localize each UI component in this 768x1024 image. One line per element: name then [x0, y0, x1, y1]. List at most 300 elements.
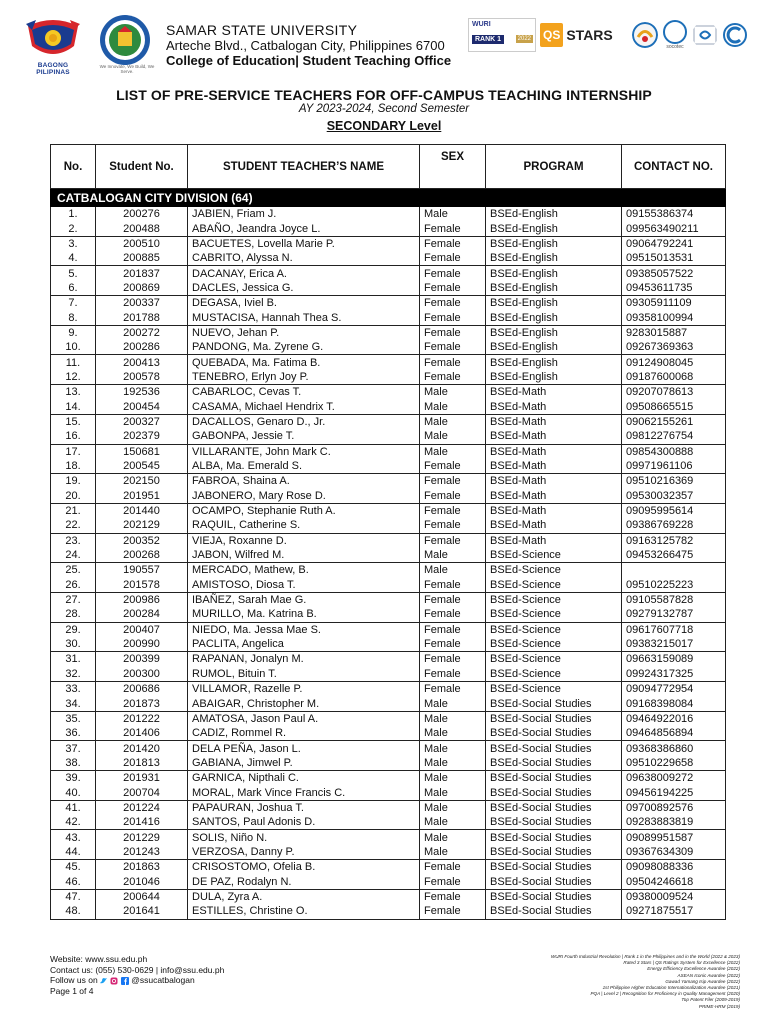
cell-no: 1.	[51, 207, 96, 222]
socotec-text: socotec	[666, 44, 684, 50]
cell-program: BSEd-Math	[486, 489, 622, 504]
page-number: Page 1 of 4	[50, 985, 94, 996]
cell-no: 11.	[51, 355, 96, 370]
table-row	[51, 399, 726, 414]
cell-sex: Female	[420, 266, 486, 281]
table-row	[51, 771, 726, 786]
cell-contact: 09453611735	[622, 281, 726, 296]
cell-student-no: 201440	[96, 503, 188, 518]
table-row	[51, 667, 726, 682]
cell-student-no: 200704	[96, 785, 188, 800]
table-row	[51, 726, 726, 741]
header-contact: CONTACT NO.	[622, 145, 726, 189]
division-label: CATBALOGAN CITY DIVISION (64)	[51, 189, 726, 207]
cell-contact: 09105587828	[622, 592, 726, 607]
cell-program: BSEd-Social Studies	[486, 711, 622, 726]
cell-student-no: 200413	[96, 355, 188, 370]
table-row	[51, 518, 726, 533]
cell-contact: 09279132787	[622, 607, 726, 622]
cell-name: AMISTOSO, Diosa T.	[188, 578, 420, 593]
instagram-icon[interactable]	[110, 977, 118, 985]
header-sex: SEX	[420, 145, 486, 189]
cell-contact: 09358100994	[622, 310, 726, 325]
certification-icon	[663, 20, 687, 44]
cell-sex: Female	[420, 281, 486, 296]
cell-contact: 09385057522	[622, 266, 726, 281]
cell-name: IBAÑEZ, Sarah Mae G.	[188, 592, 420, 607]
cell-no: 30.	[51, 637, 96, 652]
social-row	[50, 975, 224, 986]
wuri-badge	[468, 18, 536, 52]
cell-contact: 09094772954	[622, 682, 726, 697]
cell-sex: Female	[420, 667, 486, 682]
cell-student-no: 200300	[96, 667, 188, 682]
award-line: Top Patent Filer (2009-2019)	[681, 997, 740, 1003]
cell-program: BSEd-Social Studies	[486, 800, 622, 815]
intern-table	[50, 144, 726, 920]
division-row	[51, 189, 726, 207]
cell-sex: Male	[420, 399, 486, 414]
cell-name: ESTILLES, Christine O.	[188, 904, 420, 919]
cell-name: PACLITA, Angelica	[188, 637, 420, 652]
cell-name: DACALLOS, Genaro D., Jr.	[188, 414, 420, 429]
cell-contact: 09456194225	[622, 785, 726, 800]
ssu-tagline: We Innovate, We Build, We Serve.	[99, 64, 155, 74]
cell-contact: 09064792241	[622, 236, 726, 251]
cell-name: GABONPA, Jessie T.	[188, 429, 420, 444]
cell-student-no: 202129	[96, 518, 188, 533]
award-line: WURI Fourth Industrial Revolution | Rank 1 in the Philippines and in the World (2022 & 2023)	[550, 954, 740, 959]
cell-sex: Male	[420, 741, 486, 756]
cell-contact: 09530032357	[622, 489, 726, 504]
cell-student-no: 200686	[96, 682, 188, 697]
contact-block	[50, 954, 224, 996]
cell-name: NIEDO, Ma. Jessa Mae S.	[188, 622, 420, 637]
cell-no: 9.	[51, 325, 96, 340]
cell-name: RAPANAN, Jonalyn M.	[188, 652, 420, 667]
cell-student-no: 200488	[96, 221, 188, 236]
cell-sex: Female	[420, 682, 486, 697]
cell-sex: Female	[420, 860, 486, 875]
table-row	[51, 370, 726, 385]
cell-no: 45.	[51, 860, 96, 875]
cell-contact: 09508665515	[622, 399, 726, 414]
cell-contact: 09283883819	[622, 815, 726, 830]
cell-contact: 09271875517	[622, 904, 726, 919]
table-row	[51, 296, 726, 311]
cell-contact: 09089951587	[622, 830, 726, 845]
award-line: PQA | Level 2 | Recognition for Proficiency in Quality Management (2020)	[590, 991, 740, 997]
table-row	[51, 622, 726, 637]
table-row	[51, 444, 726, 459]
facebook-icon[interactable]	[121, 977, 129, 985]
cell-contact: 09854300888	[622, 444, 726, 459]
cell-no: 31.	[51, 652, 96, 667]
cell-student-no: 150681	[96, 444, 188, 459]
cell-no: 40.	[51, 785, 96, 800]
cell-contact: 09367634309	[622, 845, 726, 860]
cell-program: BSEd-Social Studies	[486, 785, 622, 800]
cell-contact: 09700892576	[622, 800, 726, 815]
cell-program: BSEd-Science	[486, 652, 622, 667]
wuri-year: 2022	[517, 36, 531, 42]
table-row	[51, 785, 726, 800]
cell-name: SOLIS, Niño N.	[188, 830, 420, 845]
website-link[interactable]: Website: www.ssu.edu.ph	[50, 954, 148, 964]
cell-program: BSEd-Social Studies	[486, 860, 622, 875]
cell-sex: Female	[420, 325, 486, 340]
cell-contact: 09207078613	[622, 385, 726, 400]
cell-program: BSEd-Math	[486, 444, 622, 459]
cell-contact: 09510229658	[622, 756, 726, 771]
cell-name: JABIEN, Friam J.	[188, 207, 420, 222]
table-row	[51, 414, 726, 429]
cell-program: BSEd-Math	[486, 399, 622, 414]
cell-no: 22.	[51, 518, 96, 533]
cell-program: BSEd-Social Studies	[486, 741, 622, 756]
cell-name: RUMOL, Bituin T.	[188, 667, 420, 682]
cell-program: BSEd-Social Studies	[486, 726, 622, 741]
cell-student-no: 200327	[96, 414, 188, 429]
table-row	[51, 429, 726, 444]
cell-student-no: 200869	[96, 281, 188, 296]
cell-sex: Female	[420, 489, 486, 504]
award-line: Rated 3 Stars | QS Ratings System for Excellence (2022)	[623, 960, 740, 966]
bagong-pilipinas-text: BAGONG PILIPINAS	[36, 62, 70, 76]
table-row	[51, 251, 726, 266]
cell-sex: Female	[420, 355, 486, 370]
cell-name: VILLAMOR, Razelle P.	[188, 682, 420, 697]
cell-name: QUEBADA, Ma. Fatima B.	[188, 355, 420, 370]
cell-no: 21.	[51, 503, 96, 518]
table-row	[51, 340, 726, 355]
cell-program: BSEd-Social Studies	[486, 889, 622, 904]
intern-table-wrapper	[50, 144, 725, 920]
cell-contact: 09062155261	[622, 414, 726, 429]
cell-name: VILLARANTE, John Mark C.	[188, 444, 420, 459]
cell-no: 48.	[51, 904, 96, 919]
cell-no: 41.	[51, 800, 96, 815]
cell-program: BSEd-Science	[486, 548, 622, 563]
table-row	[51, 310, 726, 325]
cell-no: 25.	[51, 563, 96, 578]
cell-program: BSEd-English	[486, 251, 622, 266]
cell-name: MERCADO, Mathew, B.	[188, 563, 420, 578]
cell-program: BSEd-Science	[486, 667, 622, 682]
award-line: PRIME-HRM (2019)	[698, 1003, 740, 1009]
cell-contact: 09098088336	[622, 860, 726, 875]
cell-sex: Female	[420, 251, 486, 266]
university-address: Arteche Blvd., Catbalogan City, Philippines 6700	[166, 38, 445, 53]
table-row	[51, 578, 726, 593]
cell-name: DULA, Zyra A.	[188, 889, 420, 904]
cell-program: BSEd-Science	[486, 682, 622, 697]
cell-contact: 09368386860	[622, 741, 726, 756]
cell-contact: 09453266475	[622, 548, 726, 563]
cell-contact: 09163125782	[622, 533, 726, 548]
cell-sex: Male	[420, 845, 486, 860]
cell-sex: Male	[420, 696, 486, 711]
cell-program: BSEd-Math	[486, 533, 622, 548]
cell-student-no: 200286	[96, 340, 188, 355]
social-handle[interactable]: @ssucatbalogan	[131, 975, 195, 985]
table-row	[51, 474, 726, 489]
cell-no: 2.	[51, 221, 96, 236]
award-line: Energy Efficiency Excellence Awardee (2022)	[647, 966, 740, 972]
cell-contact: 09663159089	[622, 652, 726, 667]
qs-stars-badge	[540, 20, 628, 50]
cell-sex: Female	[420, 652, 486, 667]
cell-no: 6.	[51, 281, 96, 296]
table-row	[51, 800, 726, 815]
cell-sex: Female	[420, 637, 486, 652]
cell-student-no: 202150	[96, 474, 188, 489]
cell-no: 5.	[51, 266, 96, 281]
cell-sex: Female	[420, 474, 486, 489]
cell-no: 13.	[51, 385, 96, 400]
cell-name: ALBA, Ma. Emerald S.	[188, 459, 420, 474]
cell-sex: Female	[420, 503, 486, 518]
cell-student-no: 201863	[96, 860, 188, 875]
twitter-icon[interactable]	[100, 977, 108, 985]
cell-name: ABAIGAR, Christopher M.	[188, 696, 420, 711]
table-row	[51, 815, 726, 830]
cell-sex: Female	[420, 592, 486, 607]
cell-name: DEGASA, Iviel B.	[188, 296, 420, 311]
cell-contact: 09617607718	[622, 622, 726, 637]
cell-student-no: 201873	[96, 696, 188, 711]
cell-program: BSEd-Social Studies	[486, 756, 622, 771]
cell-program: BSEd-English	[486, 310, 622, 325]
cell-contact: 09464922016	[622, 711, 726, 726]
table-row	[51, 459, 726, 474]
cell-sex: Female	[420, 533, 486, 548]
cell-program: BSEd-Science	[486, 637, 622, 652]
table-row	[51, 592, 726, 607]
table-row	[51, 637, 726, 652]
contact-info[interactable]: Contact us: (055) 530-0629 | info@ssu.edu.ph	[50, 964, 225, 975]
wuri-title: WURI	[472, 21, 491, 28]
cell-no: 10.	[51, 340, 96, 355]
table-row	[51, 756, 726, 771]
award-line: Gawad Yamang Isip Awardee (2022)	[665, 978, 740, 984]
cell-no: 17.	[51, 444, 96, 459]
cell-name: ABAÑO, Jeandra Joyce L.	[188, 221, 420, 236]
cell-contact: 09380009524	[622, 889, 726, 904]
cell-sex: Male	[420, 207, 486, 222]
cell-sex: Male	[420, 815, 486, 830]
cell-sex: Female	[420, 518, 486, 533]
cell-program: BSEd-English	[486, 340, 622, 355]
cell-student-no: 200885	[96, 251, 188, 266]
table-row	[51, 652, 726, 667]
cell-contact: 09386769228	[622, 518, 726, 533]
level-heading: SECONDARY Level	[326, 119, 442, 133]
cell-no: 44.	[51, 845, 96, 860]
cell-no: 27.	[51, 592, 96, 607]
table-row	[51, 207, 726, 222]
cell-program: BSEd-Math	[486, 429, 622, 444]
cell-sex: Female	[420, 221, 486, 236]
table-row	[51, 711, 726, 726]
cell-contact: 09168398084	[622, 696, 726, 711]
cell-program: BSEd-Math	[486, 518, 622, 533]
cell-student-no: 200407	[96, 622, 188, 637]
header-no: No.	[51, 145, 96, 189]
cell-no: 3.	[51, 236, 96, 251]
cell-contact: 09504246618	[622, 874, 726, 889]
cell-student-no: 201788	[96, 310, 188, 325]
cell-student-no: 200990	[96, 637, 188, 652]
cell-no: 29.	[51, 622, 96, 637]
cell-student-no: 201931	[96, 771, 188, 786]
cell-program: BSEd-English	[486, 266, 622, 281]
cell-student-no: 201578	[96, 578, 188, 593]
cell-name: JABON, Wilfred M.	[188, 548, 420, 563]
cell-contact: 09267369363	[622, 340, 726, 355]
cell-name: JABONERO, Mary Rose D.	[188, 489, 420, 504]
cell-contact: 09515013531	[622, 251, 726, 266]
cell-sex: Female	[420, 296, 486, 311]
cell-student-no: 201641	[96, 904, 188, 919]
cell-sex: Male	[420, 785, 486, 800]
table-row	[51, 533, 726, 548]
cell-sex: Female	[420, 874, 486, 889]
cell-contact: 09305911109	[622, 296, 726, 311]
cell-no: 23.	[51, 533, 96, 548]
cell-name: CABRITO, Alyssa N.	[188, 251, 420, 266]
cell-sex: Male	[420, 771, 486, 786]
cell-program: BSEd-Social Studies	[486, 904, 622, 919]
cell-program: BSEd-Science	[486, 563, 622, 578]
bagong-pilipinas-emblem-icon	[22, 16, 84, 62]
cell-student-no: 200644	[96, 889, 188, 904]
cell-name: AMATOSA, Jason Paul A.	[188, 711, 420, 726]
cell-sex: Female	[420, 236, 486, 251]
follow-label: Follow us on	[50, 975, 98, 985]
cell-student-no: 200986	[96, 592, 188, 607]
cell-student-no: 201813	[96, 756, 188, 771]
cell-name: OCAMPO, Stephanie Ruth A.	[188, 503, 420, 518]
cell-name: DACANAY, Erica A.	[188, 266, 420, 281]
cell-student-no: 200284	[96, 607, 188, 622]
document-title: LIST OF PRE-SERVICE TEACHERS FOR OFF-CAMPUS TEACHING INTERNSHIP	[116, 87, 652, 103]
cell-name: RAQUIL, Catherine S.	[188, 518, 420, 533]
table-row	[51, 489, 726, 504]
qs-box: QS	[540, 23, 563, 47]
cell-name: GABIANA, Jimwel P.	[188, 756, 420, 771]
cell-program: BSEd-English	[486, 281, 622, 296]
cell-contact: 09924317325	[622, 667, 726, 682]
academic-year: AY 2023-2024, Second Semester	[298, 103, 470, 115]
cell-no: 36.	[51, 726, 96, 741]
cell-student-no: 200399	[96, 652, 188, 667]
cell-no: 47.	[51, 889, 96, 904]
cell-program: BSEd-Social Studies	[486, 696, 622, 711]
cell-sex: Male	[420, 726, 486, 741]
cell-student-no: 200268	[96, 548, 188, 563]
cell-name: PANDONG, Ma. Zyrene G.	[188, 340, 420, 355]
cell-student-no: 200272	[96, 325, 188, 340]
cell-no: 19.	[51, 474, 96, 489]
university-name: SAMAR STATE UNIVERSITY	[166, 22, 358, 38]
cell-student-no: 201416	[96, 815, 188, 830]
table-row	[51, 236, 726, 251]
cell-contact: 09095995614	[622, 503, 726, 518]
cell-contact: 09383215017	[622, 637, 726, 652]
wuri-rank: RANK 1	[472, 35, 504, 44]
cell-program: BSEd-Social Studies	[486, 815, 622, 830]
cell-sex: Female	[420, 370, 486, 385]
cell-no: 7.	[51, 296, 96, 311]
cell-program: BSEd-English	[486, 236, 622, 251]
cell-sex: Female	[420, 310, 486, 325]
cell-student-no: 190557	[96, 563, 188, 578]
cell-sex: Female	[420, 340, 486, 355]
cell-no: 18.	[51, 459, 96, 474]
cell-program: BSEd-Social Studies	[486, 830, 622, 845]
cell-student-no: 200578	[96, 370, 188, 385]
cell-no: 46.	[51, 874, 96, 889]
cell-student-no: 201046	[96, 874, 188, 889]
table-row	[51, 503, 726, 518]
cell-program: BSEd-Social Studies	[486, 771, 622, 786]
cell-sex: Female	[420, 607, 486, 622]
cell-no: 43.	[51, 830, 96, 845]
accreditation-badges	[468, 18, 748, 52]
cell-name: CRISOSTOMO, Ofelia B.	[188, 860, 420, 875]
cell-name: VIEJA, Roxanne D.	[188, 533, 420, 548]
table-row	[51, 889, 726, 904]
letterhead	[22, 14, 748, 76]
cell-no: 35.	[51, 711, 96, 726]
cell-name: SANTOS, Paul Adonis D.	[188, 815, 420, 830]
cell-student-no: 200337	[96, 296, 188, 311]
cell-program: BSEd-Math	[486, 414, 622, 429]
cell-student-no: 201243	[96, 845, 188, 860]
cell-student-no: 192536	[96, 385, 188, 400]
cell-student-no: 202379	[96, 429, 188, 444]
table-row	[51, 563, 726, 578]
cell-sex: Male	[420, 548, 486, 563]
table-row	[51, 682, 726, 697]
header-program: PROGRAM	[486, 145, 622, 189]
cell-contact: 09124908045	[622, 355, 726, 370]
cell-name: CADIZ, Rommel R.	[188, 726, 420, 741]
table-row	[51, 325, 726, 340]
cell-sex: Female	[420, 904, 486, 919]
cell-program: BSEd-English	[486, 325, 622, 340]
cell-sex: Female	[420, 889, 486, 904]
cell-student-no: 200545	[96, 459, 188, 474]
table-row	[51, 860, 726, 875]
cell-name: TENEBRO, Erlyn Joy P.	[188, 370, 420, 385]
table-row	[51, 607, 726, 622]
cell-program: BSEd-Science	[486, 578, 622, 593]
cell-sex: Male	[420, 385, 486, 400]
cell-program: BSEd-Science	[486, 622, 622, 637]
cell-contact: 09812276754	[622, 429, 726, 444]
table-header-row	[51, 145, 726, 189]
table-row	[51, 874, 726, 889]
award-seal-icon	[632, 22, 658, 48]
cell-sex: Male	[420, 563, 486, 578]
cell-contact: 9283015887	[622, 325, 726, 340]
award-line: ASEAN Iconic Awardee (2022)	[677, 972, 740, 978]
cell-name: MURILLO, Ma. Katrina B.	[188, 607, 420, 622]
cell-no: 20.	[51, 489, 96, 504]
cell-program: BSEd-English	[486, 355, 622, 370]
